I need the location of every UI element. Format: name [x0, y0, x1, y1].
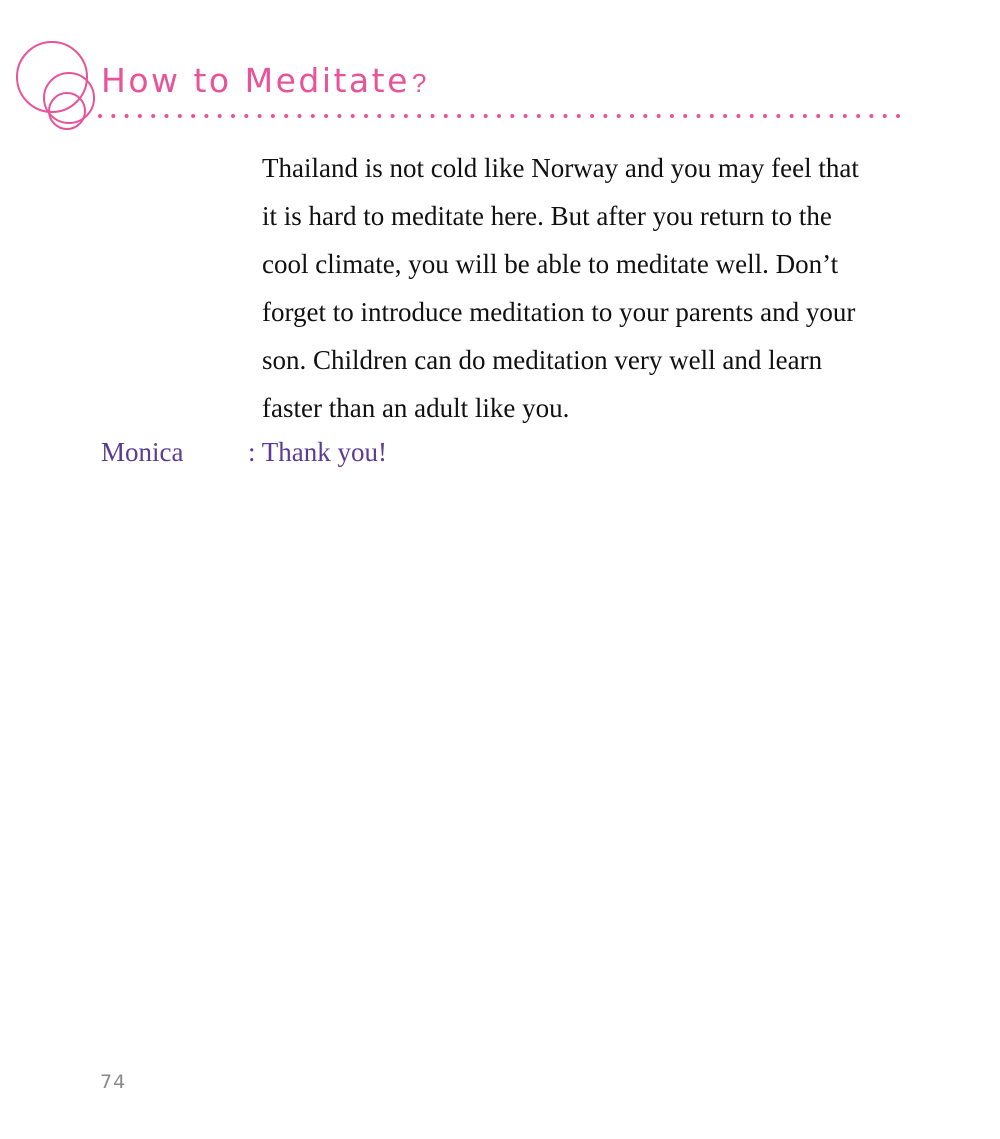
page-number: 74 — [100, 1071, 127, 1093]
body-line: son. Children can do meditation very well and learn — [262, 345, 823, 375]
dotted-divider — [98, 112, 902, 120]
body-line: forget to introduce meditation to your parents and your — [262, 297, 856, 327]
heading-text: How to Meditate — [101, 61, 410, 100]
dialogue-text: : Thank you! — [248, 437, 387, 467]
body-line: Thailand is not cold like Norway and you may feel that — [262, 153, 859, 183]
body-paragraph — [262, 144, 912, 432]
dialogue-speaker: Monica — [101, 437, 184, 467]
body-line: cool climate, you will be able to meditate well. Don’t — [262, 249, 839, 279]
body-line: faster than an adult like you. — [262, 393, 570, 423]
heading-question-mark: ? — [411, 68, 427, 98]
interlocking-circles-icon — [10, 38, 110, 138]
body-line: it is hard to meditate here. But after you return to the — [262, 201, 832, 231]
section-heading — [101, 61, 427, 100]
